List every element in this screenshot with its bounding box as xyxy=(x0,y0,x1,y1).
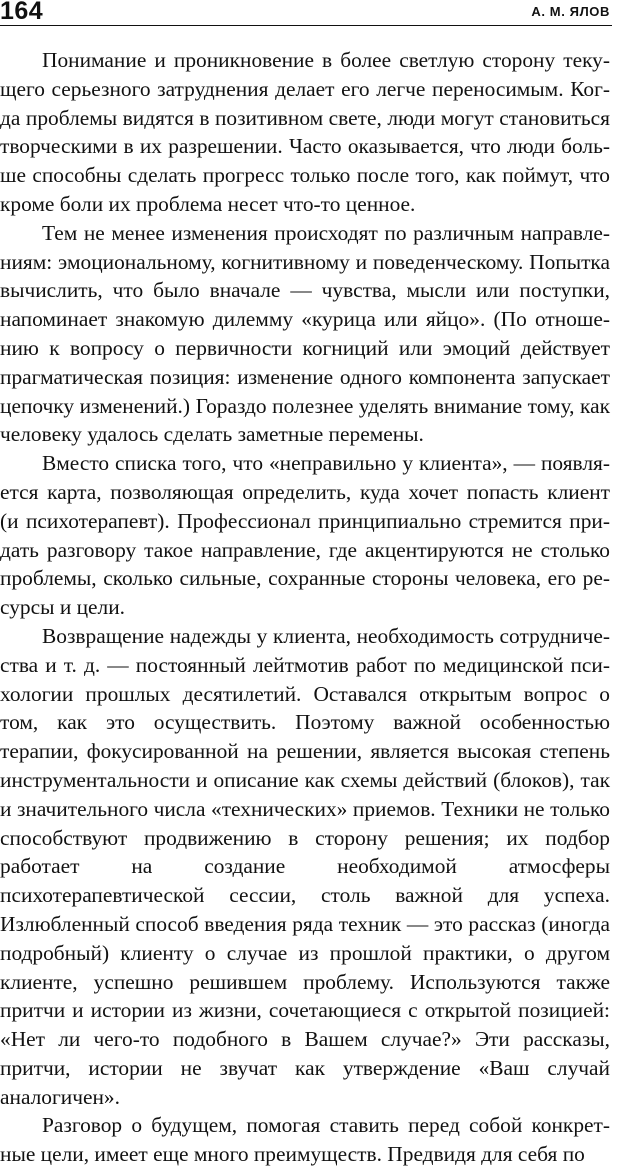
page-number: 164 xyxy=(0,0,44,25)
paragraph: Возвращение надежды у клиента, необходимость сотрудничества и т. д. — постоянный лейтмотив работ по медицинской психологии прошлых десятилетий. Оставался открытым вопрос о том, как это осуществить. Поэтому важной особенностью терапии, фокусированной на решении, является высокая степень инструментальности и описание как схемы действий (блоков), так и значительного числа «технических» приемов. Техники не только способствуют продвижению в сторону решения; их подбор работает на создание необходимой атмосферы психотерапевтической сессии, столь важной для успеха. Излюбленный способ введения ряда техник — это рассказ (иногда подробный) клиенту о случае из прошлой практики, о другом клиенте, успешно решившем проблему. Используются также притчи и истории из жизни, сочетающиеся с открытой позицией: «Нет ли чего-то подобного в Вашем случае?» Эти рассказы, притчи, истории не звучат как утверждение «Ваш случай аналогичен». xyxy=(0,623,610,1109)
running-head-author: А. М. ЯЛОВ xyxy=(531,4,610,19)
header-rule xyxy=(0,25,612,26)
body-text xyxy=(0,46,610,1169)
paragraph: Тем не менее изменения происходят по различным направлениям: эмоциональному, когнитивному и поведенческому. Попытка вычислить, что было вначале — чувства, мысли или поступки, напоминает знакомую дилемму «курица или яйцо». (По отношению к вопросу о первичности когниций или эмоций действует прагматическая позиция: изменение одного компонента запускает цепочку изменений.) Гораздо полезнее уделять внимание тому, как человеку удалось сделать заметные перемены. xyxy=(0,220,610,447)
paragraph: Вместо списка того, что «неправильно у клиента», — появляется карта, позволяющая определить, куда хочет попасть клиент (и психотерапевт). Профессионал принципиально стремится придать разговору такое направление, где акцентируются не столько проблемы, сколько сильные, сохранные стороны человека, его ресурсы и цели. xyxy=(0,451,610,620)
paragraph: Разговор о будущем, помогая ставить перед собой конкретные цели, имеет еще много преимуществ. Предвидя для себя по xyxy=(0,1113,610,1167)
paragraph: Понимание и проникновение в более светлую сторону текущего серьезного затруднения делает его легче переносимым. Когда проблемы видятся в позитивном свете, люди могут становиться творческими в их разрешении. Часто оказывается, что люди больше способны сделать прогресс только после того, как поймут, что кроме боли их проблема несет что-то ценное. xyxy=(0,48,610,216)
page-header xyxy=(0,0,612,26)
